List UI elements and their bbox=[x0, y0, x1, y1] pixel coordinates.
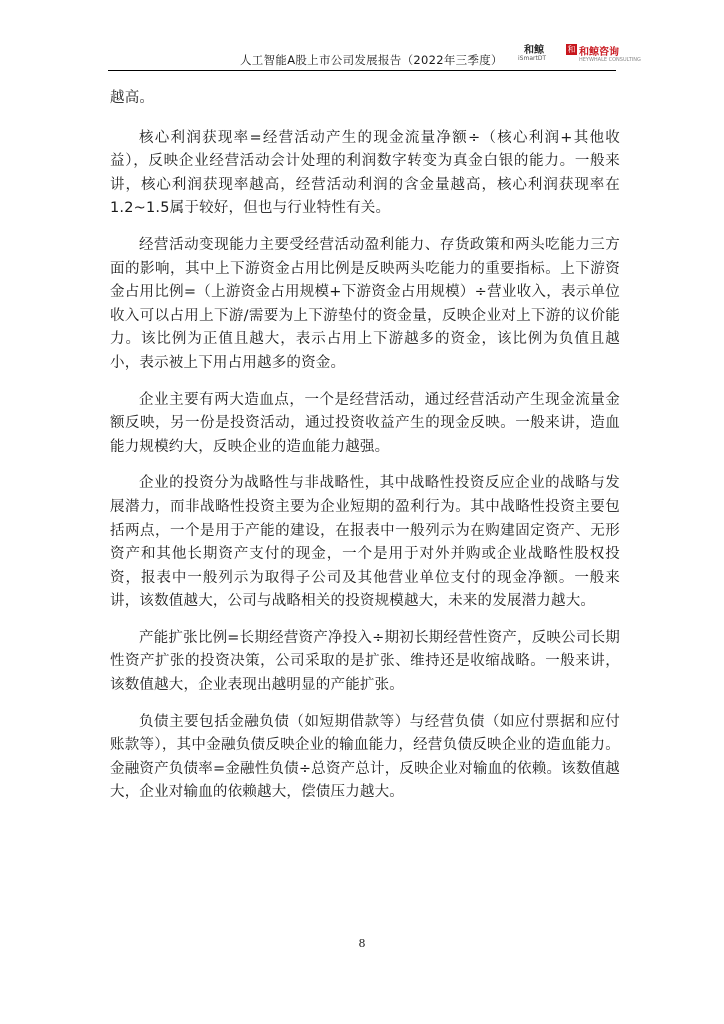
paragraph-liabilities: 负债主要包括金融负债（如短期借款等）与经营负债（如应付票据和应付账款等），其中金融负债反映企业的输血能力，经营负债反映企业的造血能力。金融资产负债率=金融性负债÷总资产总计，反映企业对输血的依赖。该数值越大，企业对输血的依赖越大，偿债压力越大。 bbox=[110, 713, 620, 801]
consulting-logo-text: 和鲸咨询 bbox=[579, 47, 619, 58]
page-number: 8 bbox=[358, 937, 366, 950]
paragraph-operating-liquidity: 经营活动变现能力主要受经营活动盈利能力、存货政策和两头吃能力三方面的影响，其中上下游资金占用比例是反映两头吃能力的重要指标。上下游资金占用比例=（上游资金占用规模+下游资金占用规模）÷营业收入，表示单位收入可以占用上下游/需要为上下游垫付的资金量，反映企业对上下游的议价能力。该比例为正值且越大，表示占用上下游越多的资金，该比例为负值且越小，表示被上下用占用越多的资金。 bbox=[110, 236, 620, 371]
heywhale-logo bbox=[518, 41, 562, 65]
logo-text-en: iSmartDT bbox=[518, 55, 547, 62]
page-header bbox=[108, 40, 641, 71]
consulting-logo-icon: 和 bbox=[567, 45, 576, 54]
paragraph-capacity-expansion: 产能扩张比例=长期经营资产净投入÷期初长期经营性资产，反映公司长期性资产扩张的投资决策，公司采取的是扩张、维持还是收缩战略。一般来讲，该数值越大，企业表现出越明显的产能扩张。 bbox=[110, 629, 620, 694]
consulting-logo bbox=[566, 41, 641, 65]
paragraph-investment: 企业的投资分为战略性与非战略性，其中战略性投资反应企业的战略与发展潜力，而非战略性投资主要为企业短期的盈利行为。其中战略性投资主要包括两点，一个是用于产能的建设，在报表中一般列示为在购建固定资产、无形资产和其他长期资产支付的现金，一个是用于对外并购或企业战略性股权投资，报表中一般列示为取得子公司及其他营业单位支付的现金净额。一般来讲，该数值越大，公司与战略相关的投资规模越大，未来的发展潜力越大。 bbox=[110, 475, 620, 610]
paragraph-continuation: 越高。 bbox=[110, 90, 155, 106]
paragraph-core-profit-cash-ratio: 核心利润获现率=经营活动产生的现金流量净额÷（核心利润+其他收益），反映企业经营活动会计处理的利润数字转变为真金白银的能力。一般来讲，核心利润获现率越高，经营活动利润的含金量越高，核心利润获现率在1.2~1.5属于较好，但也与行业特性有关。 bbox=[110, 129, 620, 217]
report-title: 人工智能A股上市公司发展报告（2022年三季度） bbox=[240, 53, 503, 67]
paragraph-blood-making: 企业主要有两大造血点，一个是经营活动，通过经营活动产生现金流量金额反映，另一份是投资活动，通过投资收益产生的现金反映。一般来讲，造血能力规模约大，反映企业的造血能力越强。 bbox=[110, 391, 620, 455]
consulting-logo-subtext: HEYWHALE CONSULTING bbox=[579, 57, 641, 63]
page-body bbox=[110, 87, 620, 805]
logo-text-cn: 和鲸 bbox=[524, 45, 544, 56]
